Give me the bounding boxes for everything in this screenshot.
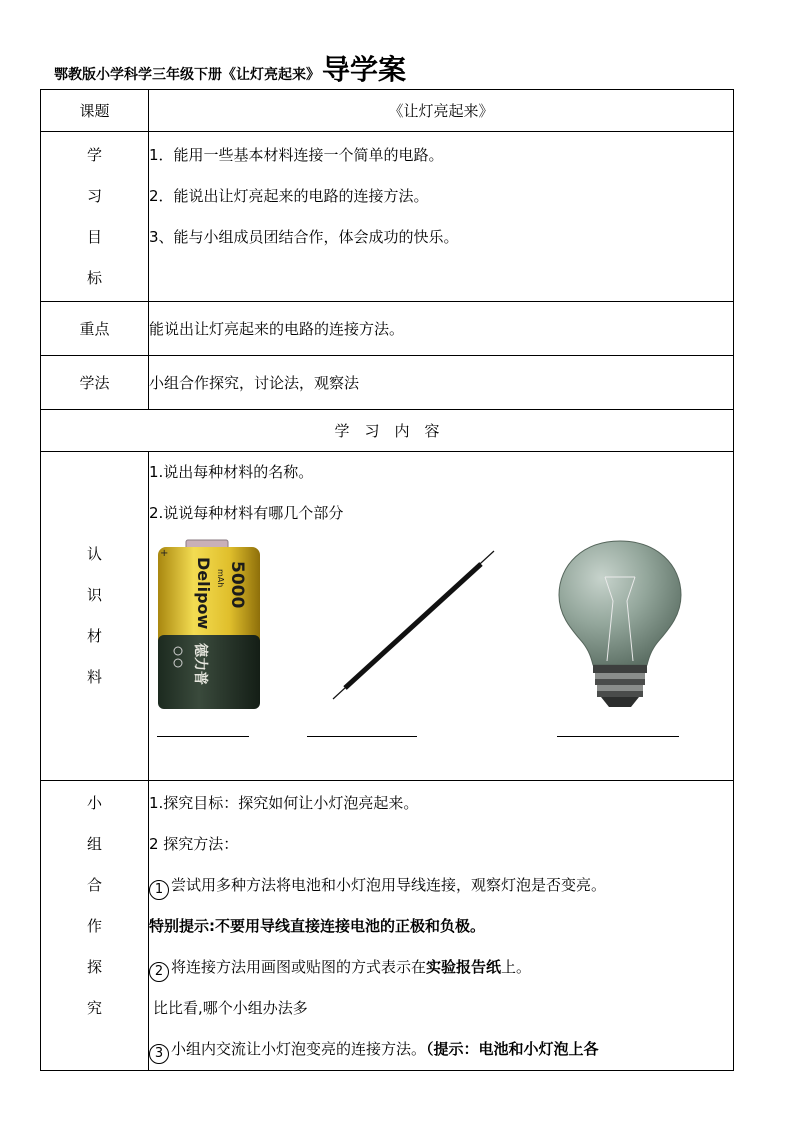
battery-brand: Delipow (194, 557, 213, 630)
materials-question-1: 1.说出每种材料的名称。 (149, 463, 314, 481)
content-header: 学 习 内 容 (41, 410, 734, 452)
goal-item: 1．能用一些基本材料连接一个简单的电路。 (149, 146, 444, 164)
step-text: 小组内交流让小灯泡变亮的连接方法。 (171, 1040, 427, 1058)
group-label (41, 781, 149, 1071)
group-step-3 (149, 1029, 733, 1070)
method-row (41, 356, 734, 410)
group-content (149, 781, 734, 1071)
battery-unit: mAh (216, 569, 225, 588)
label-char: 料 (86, 668, 102, 686)
page-header (54, 48, 734, 88)
group-tip: 特别提示:不要用导线直接连接电池的正极和负极。 (149, 917, 486, 935)
materials-label (41, 452, 149, 781)
label-char: 习 (86, 186, 102, 205)
materials-row (41, 452, 734, 781)
document-title: 导学案 (322, 53, 407, 86)
group-compare: 比比看,哪个小组办法多 (153, 999, 308, 1017)
label-char: 标 (86, 268, 102, 287)
wire-image (329, 549, 499, 704)
focus-value: 能说出让灯亮起来的电路的连接方法。 (149, 302, 734, 356)
materials-question-2: 2.说说每种材料有哪几个部分 (149, 504, 344, 522)
step-text: 上。 (501, 958, 532, 976)
materials-content (149, 452, 734, 781)
goals-label (41, 132, 149, 302)
topic-value: 《让灯亮起来》 (149, 90, 734, 132)
step-text: 将连接方法用画图或贴图的方式表示在 (171, 958, 427, 976)
step-number-circle: 1 (149, 880, 169, 900)
group-goal: 1.探究目标：探究如何让小灯泡亮起来。 (149, 794, 419, 812)
answer-blank[interactable] (557, 736, 679, 737)
label-char: 组 (86, 835, 102, 853)
topic-row (41, 90, 734, 132)
topic-label: 课题 (41, 90, 149, 132)
group-row (41, 781, 734, 1071)
label-char: 学 (86, 145, 102, 164)
label-char: 作 (86, 917, 102, 935)
lesson-table (40, 89, 734, 1071)
label-char: 识 (86, 586, 102, 604)
label-char: 目 (86, 227, 102, 246)
content-header-row (41, 410, 734, 452)
label-char: 究 (86, 999, 102, 1017)
method-value: 小组合作探究，讨论法，观察法 (149, 356, 734, 410)
goals-label-chars (41, 135, 148, 299)
goals-content (149, 132, 734, 302)
goal-item: 3、能与小组成员团结合作，体会成功的快乐。 (149, 228, 459, 246)
step-number-circle: 2 (149, 962, 169, 982)
goal-item: 2．能说出让灯亮起来的电路的连接方法。 (149, 187, 429, 205)
label-char: 合 (86, 876, 102, 894)
step-text: 尝试用多种方法将电池和小灯泡用导线连接，观察灯泡是否变亮。 (171, 876, 607, 894)
group-method-heading: 2 探究方法： (149, 835, 239, 853)
materials-label-chars (41, 534, 148, 698)
battery-brand-cn: 德力普 (192, 643, 208, 685)
label-char: 材 (86, 627, 102, 645)
svg-text:+: + (160, 548, 169, 559)
battery-image (156, 539, 264, 709)
group-label-chars (41, 783, 148, 1029)
document-subtitle: 鄂教版小学科学三年级下册《让灯亮起来》 (54, 67, 320, 83)
label-char: 探 (86, 958, 102, 976)
focus-row (41, 302, 734, 356)
battery-capacity: 5000 (227, 561, 247, 609)
step-emphasis: （提示：电池和小灯泡上各 (426, 1040, 599, 1058)
materials-images (149, 534, 733, 780)
goals-row (41, 132, 734, 302)
label-char: 认 (86, 545, 102, 563)
group-step-1 (149, 865, 733, 906)
method-label: 学法 (41, 356, 149, 410)
light-bulb-image (555, 539, 685, 711)
label-char: 小 (86, 794, 102, 812)
answer-blank[interactable] (157, 736, 249, 737)
answer-blank[interactable] (307, 736, 417, 737)
group-step-2 (149, 947, 733, 988)
step-emphasis: 实验报告纸 (426, 958, 502, 976)
step-number-circle: 3 (149, 1044, 169, 1064)
focus-label: 重点 (41, 302, 149, 356)
